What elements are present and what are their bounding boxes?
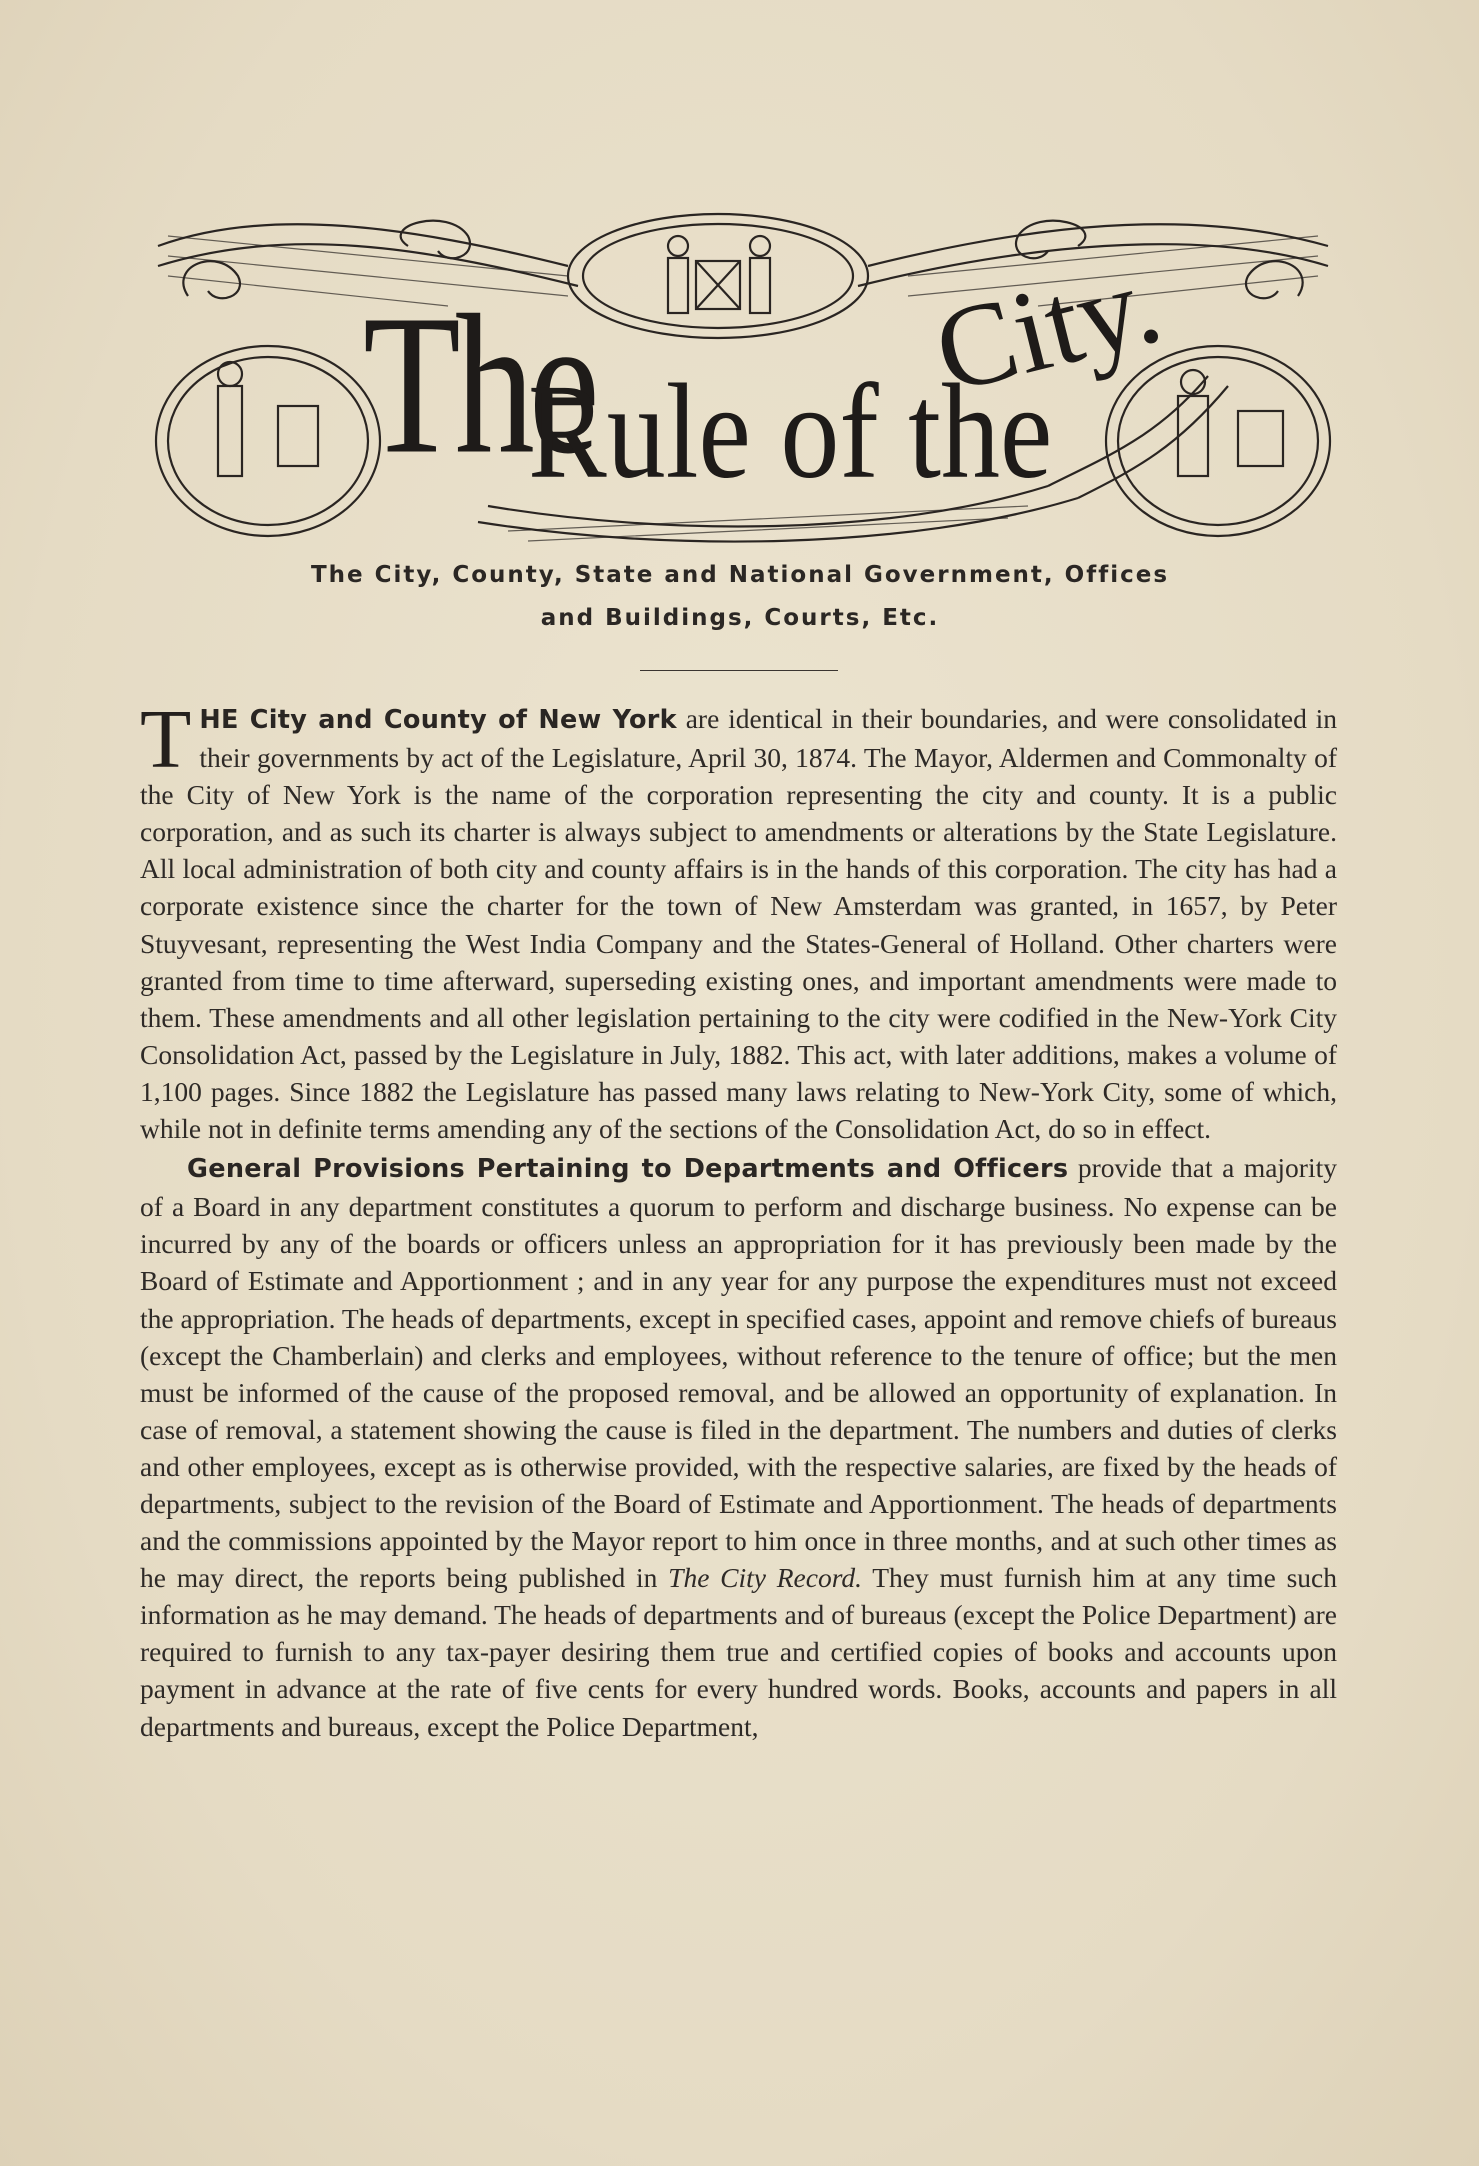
paragraph-2-text-b: They must furnish him at any time such information as he may demand. The heads of departments and of bureaus (except the Police Department) are required to furnish to any tax-payer desiring them true and certified copies of books and accounts upon payment in advance at the rate of five cents for every hundred words. Books, accounts and papers in all departments and bureaus, except the Police Department,: [140, 1562, 1337, 1742]
city-record-title: The City Record.: [668, 1562, 862, 1594]
paragraph-2-text-a: provide that a majority of a Board in any department constitutes a quorum to perform and discharge business. No expense can be incurred by any of the boards or officers unless an appropriation for it has previously been made by the Board of Estimate and Apportionment ; and in any year for any purpose the expenditures must not exceed the appropriation. The heads of departments, except in specified cases, appoint and remove chiefs of bureaus (except the Chamberlain) and clerks and employees, without reference to the tenure of office; but the men must be informed of the cause of the proposed removal, and be allowed an opportunity of explanation. In case of removal, a statement showing the cause is filed in the department. The numbers and duties of clerks and other employees, except as is otherwise provided, with the respective salaries, are fixed by the heads of departments, subject to the revision of the Board of Estimate and Apportionment. The heads of departments and the commissions appointed by the Mayor report to him once in three months, and at such other times as he may direct, the reports being published in: [140, 1152, 1337, 1594]
paragraph-2-lead: General Provisions Pertaining to Departments and Officers: [187, 1154, 1069, 1185]
paragraph-1-lead: HE City and County of New York: [199, 705, 677, 735]
drop-cap: T: [140, 693, 192, 786]
banner-title: [148, 206, 1338, 546]
subtitle-line-1: The City, County, State and National Government, Offices: [310, 562, 1170, 588]
header-banner: [148, 206, 1338, 546]
paragraph-1-text: are identical in their boundaries, and were consolidated in their governments by act of the Legislature, April 30, 1874. The Mayor, Aldermen and Commonalty of the City of New York is the name of the corporation representing the city and county. It is a public corporation, and as such its charter is always subject to amendments or alterations by the State Legislature. All local administration of both city and county affairs is in the hands of this corporation. The city has had a corporate existence since the charter for the town of New Amsterdam was granted, in 1657, by Peter Stuyvesant, representing the West India Company and the States-General of Holland. Other charters were granted from time to time afterward, superseding existing ones, and important amendments were made to them. These amendments and all other legislation pertaining to the city were codified in the New-York City Consolidation Act, passed by the Legislature in July, 1882. This act, with later additions, makes a volume of 1,100 pages. Since 1882 the Legislature has passed many laws relating to New-York City, some of which, while not in definite terms amending any of the sections of the Consolidation Act, do so in effect.: [140, 703, 1337, 1145]
title-the: The: [363, 272, 594, 496]
title-city: City.: [922, 236, 1173, 418]
section-divider: [640, 670, 838, 671]
article-body: [140, 693, 1337, 1745]
paragraph-1: [140, 693, 1337, 1147]
paragraph-2: [140, 1149, 1337, 1745]
subtitle-line-2: and Buildings, Courts, Etc.: [540, 605, 940, 631]
title-rule-of-the: Rule of the: [528, 355, 1053, 507]
